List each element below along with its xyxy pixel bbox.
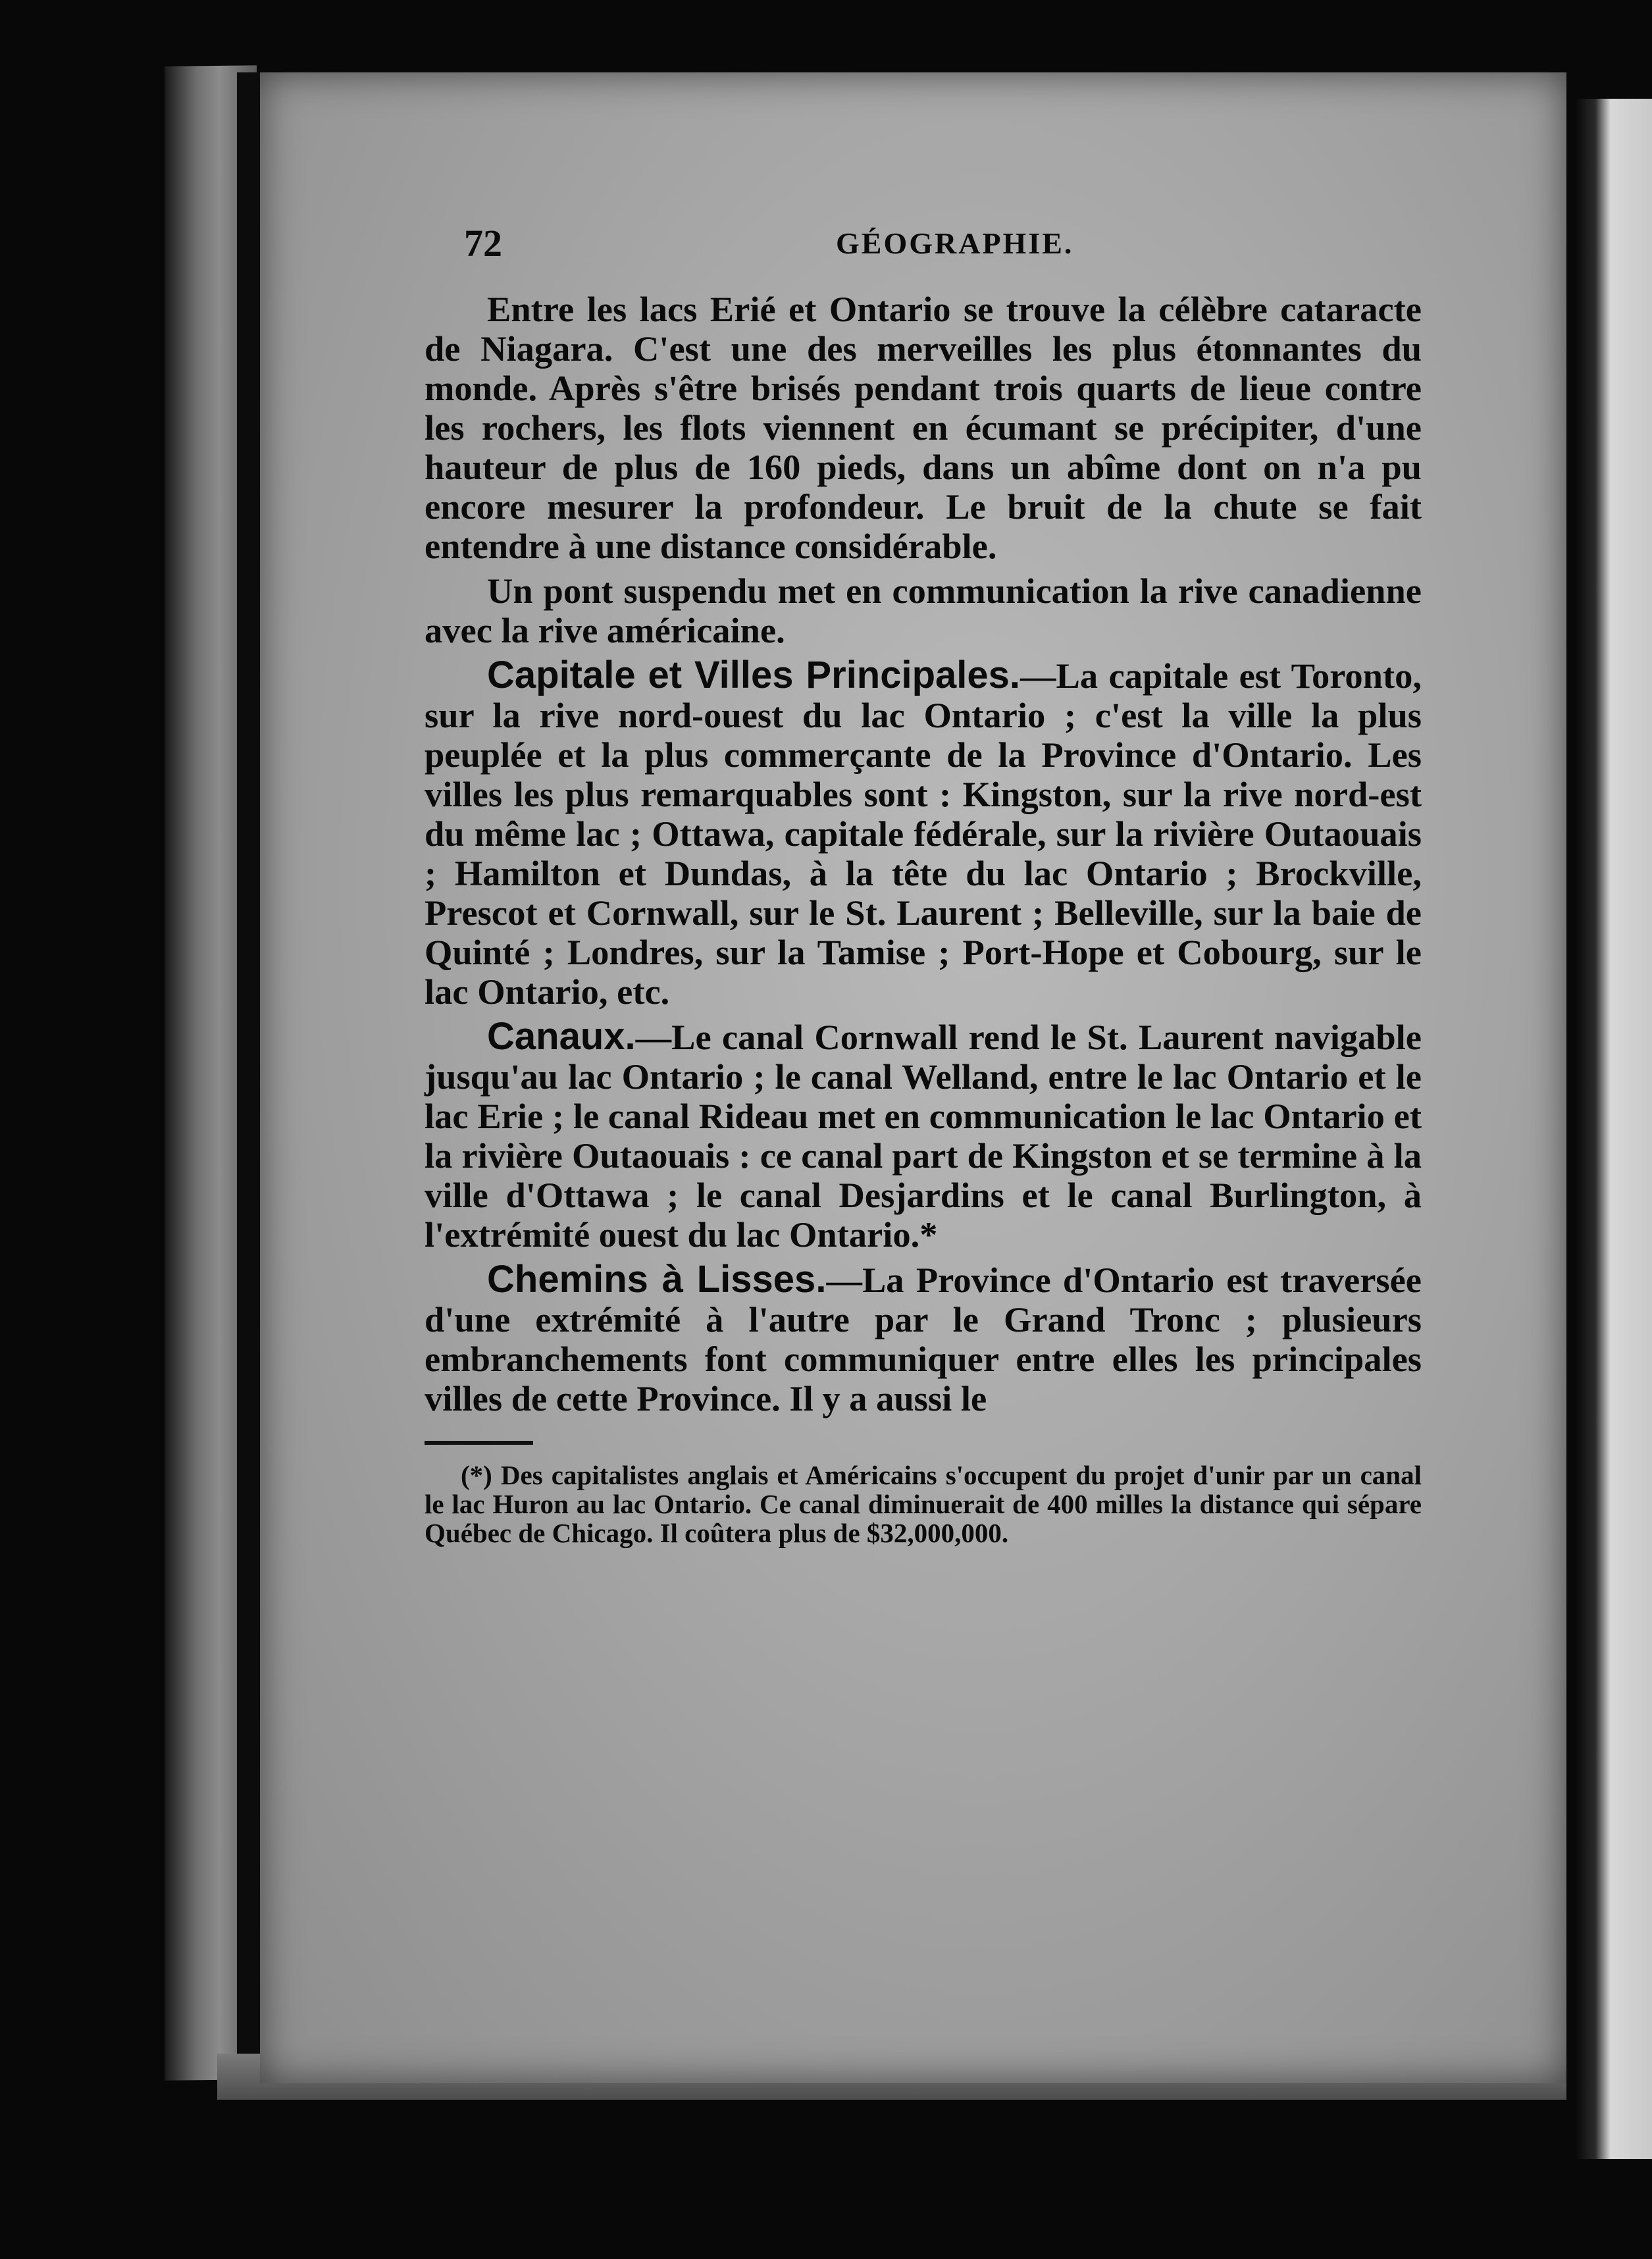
paragraph-niagara (425, 290, 1422, 566)
running-head: GÉOGRAPHIE. (836, 226, 1074, 260)
page-number: 72 (464, 222, 502, 265)
section-heading: Capitale et Villes Principales. (487, 654, 1021, 696)
gutter-shadow (237, 72, 263, 2080)
section-heading: Chemins à Lisses. (487, 1258, 827, 1301)
page-text-block (425, 217, 1422, 1547)
paragraph-text: —La Province d'Ontario est traversée d'une extrémité à l'autre par le Grand Tronc ; plusieurs embranchements font communiquer entre elles les principales villes de cette Province. Il y a aussi le (425, 1260, 1422, 1418)
paragraph-chemins (425, 1260, 1422, 1418)
footnote: (*) Des capitalistes anglais et Américains s'occupent du projet d'unir par un canal le lac Huron au lac Ontario. Ce canal diminuerait de 400 milles la distance qui sépare Québec de Chicago. Il coûtera plus de $32,000,000. (425, 1460, 1422, 1548)
paragraph-suspension-bridge (425, 571, 1422, 650)
facing-page-edge (1576, 99, 1652, 2159)
footnote-rule (425, 1441, 533, 1445)
paragraph-text: Entre les lacs Erié et Ontario se trouve la célèbre cataracte de Niagara. C'est une des merveilles les plus étonnantes du monde. Après s'être brisés pendant trois quarts de lieue contre les rochers, les flots viennent en écumant se précipiter, d'une hauteur de plus de 160 pieds, dans un abîme dont on n'a pu encore mesurer la profondeur. Le bruit de la chute se fait entendre à une distance considérable. (425, 289, 1422, 566)
paragraph-text: —La capitale est Toronto, sur la rive nord-ouest du lac Ontario ; c'est la ville la plus peuplée et la plus commerçante de la Province d'Ontario. Les villes les plus remarquables sont : Kingston, sur la rive nord-est du même lac ; Ottawa, capitale fédérale, sur la rivière Outaouais ; Hamilton et Dundas, à la tête du lac Ontario ; Brockville, Prescot et Cornwall, sur le St. Laurent ; Belleville, sur la baie de Quinté ; Londres, sur la Tamise ; Port-Hope et Cobourg, sur le lac Ontario, etc. (425, 656, 1422, 1012)
section-heading: Canaux. (487, 1015, 636, 1058)
paragraph-canaux (425, 1017, 1422, 1255)
paragraph-text: Un pont suspendu met en communication la rive canadienne avec la rive américaine. (425, 571, 1422, 650)
paragraph-text: —Le canal Cornwall rend le St. Laurent navigable jusqu'au lac Ontario ; le canal Welland, entre le lac Ontario et le lac Erie ; le canal Rideau met en communication le lac Ontario et la rivière Outaouais : ce canal part de Kingston et se termine à la ville d'Ottawa ; le canal Desjardins et le canal Burlington, à l'extrémité ouest du lac Ontario.* (425, 1017, 1422, 1255)
page-header (425, 217, 1422, 270)
paragraph-capitale (425, 656, 1422, 1012)
